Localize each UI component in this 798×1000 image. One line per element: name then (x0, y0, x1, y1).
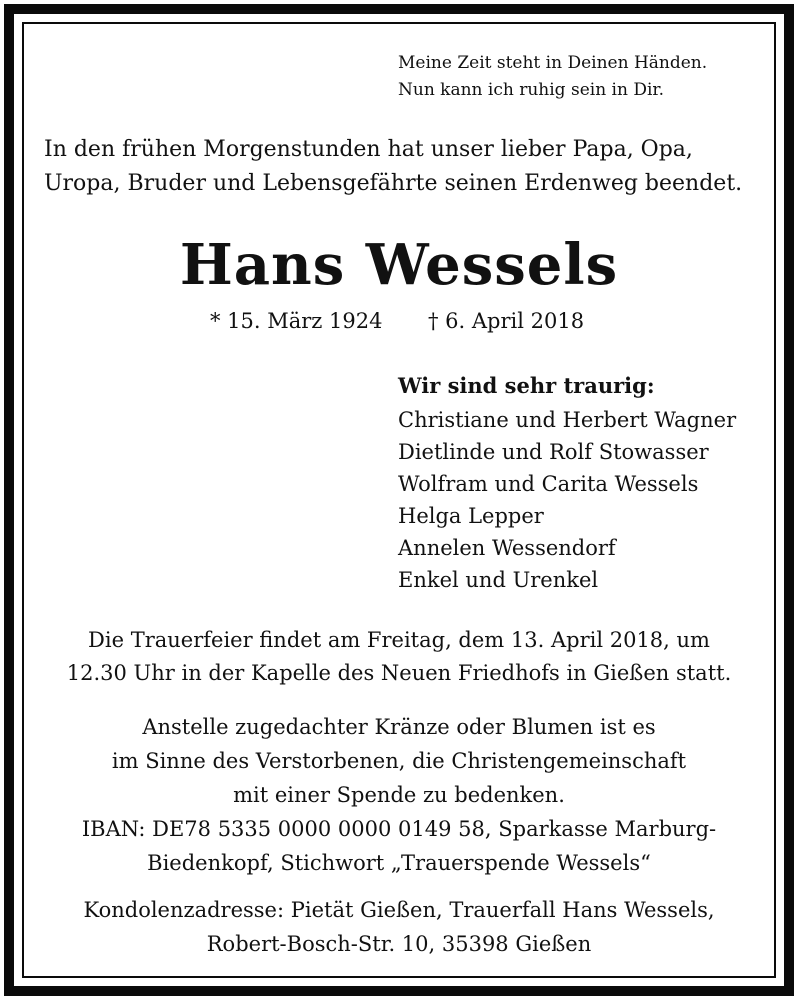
death-date: † 6. April 2018 (428, 309, 585, 333)
mourner-name: Enkel und Urenkel (398, 568, 599, 592)
motto-verse (398, 50, 707, 104)
condolence-line-1: Kondolenzadresse: Pietät Gießen, Trauerfall Hans Wessels, (83, 898, 715, 922)
donation-line-3: mit einer Spende zu bedenken. (233, 783, 565, 807)
deceased-name: Hans Wessels (179, 232, 619, 298)
mourners-heading: Wir sind sehr traurig: (398, 373, 655, 398)
donation-iban-line: IBAN: DE78 5335 0000 0000 0149 58, Sparkasse Marburg- (81, 817, 717, 841)
intro-line-2: Uropa, Bruder und Lebensgefährte seinen Erdenweg beendet. (44, 171, 743, 196)
birth-date: * 15. März 1924 (210, 309, 383, 333)
mourner-name: Christiane und Herbert Wagner (398, 408, 737, 432)
mourner-name: Wolfram und Carita Wessels (398, 472, 699, 496)
donation-request (0, 710, 798, 880)
intro-line-1: In den frühen Morgenstunden hat unser lieber Papa, Opa, (44, 137, 693, 162)
condolence-line-2: Robert-Bosch-Str. 10, 35398 Gießen (206, 932, 592, 956)
mourner-name: Helga Lepper (398, 504, 544, 528)
service-line-1: Die Trauerfeier findet am Freitag, dem 13. April 2018, um (88, 628, 710, 652)
mourner-name: Dietlinde und Rolf Stowasser (398, 440, 709, 464)
motto-line-1: Meine Zeit steht in Deinen Händen. (398, 53, 708, 73)
mourners-list (398, 370, 736, 596)
funeral-service-info (0, 624, 798, 690)
intro-text (44, 133, 742, 201)
condolence-address (0, 893, 798, 961)
donation-keyword-line: Biedenkopf, Stichwort „Trauerspende Wessels“ (147, 851, 651, 875)
mourner-name: Annelen Wessendorf (398, 536, 616, 560)
donation-line-2: im Sinne des Verstorbenen, die Christengemeinschaft (111, 749, 687, 773)
donation-line-1: Anstelle zugedachter Kränze oder Blumen ist es (142, 715, 656, 739)
motto-line-2: Nun kann ich ruhig sein in Dir. (398, 80, 665, 100)
service-line-2: 12.30 Uhr in der Kapelle des Neuen Friedhofs in Gießen statt. (66, 661, 732, 685)
